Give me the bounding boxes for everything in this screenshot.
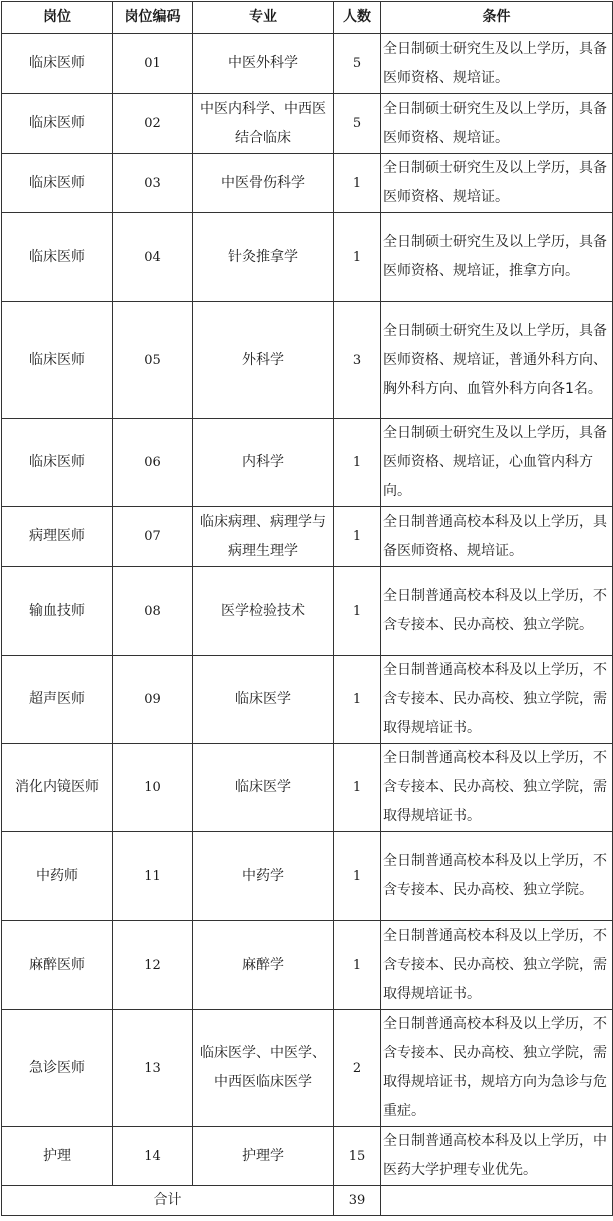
- table-header-row: [2, 2, 613, 34]
- cell-condition: 全日制硕士研究生及以上学历，具备医师资格、规培证，普通外科方向、胸外科方向、血管外科方向各1名。: [381, 302, 613, 419]
- cell-condition: 全日制普通高校本科及以上学历，不含专接本、民办高校、独立学院。: [381, 567, 613, 656]
- cell-code: 05: [113, 302, 193, 419]
- cell-position: 临床医师: [2, 302, 113, 419]
- header-position: 岗位: [2, 2, 113, 34]
- table-row: [2, 507, 613, 567]
- cell-condition: 全日制硕士研究生及以上学历，具备医师资格、规培证，推拿方向。: [381, 213, 613, 302]
- cell-count: 1: [334, 744, 381, 832]
- cell-count: 1: [334, 419, 381, 507]
- table-row: [2, 921, 613, 1010]
- cell-count: 3: [334, 302, 381, 419]
- table-row: [2, 154, 613, 213]
- cell-code: 09: [113, 656, 193, 744]
- cell-count: 5: [334, 34, 381, 94]
- cell-position: 临床医师: [2, 213, 113, 302]
- cell-code: 06: [113, 419, 193, 507]
- cell-count: 1: [334, 567, 381, 656]
- cell-position: 麻醉医师: [2, 921, 113, 1010]
- cell-condition: 全日制普通高校本科及以上学历，不含专接本、民办高校、独立学院。: [381, 832, 613, 921]
- total-row: [2, 1186, 613, 1216]
- cell-condition: 全日制硕士研究生及以上学历，具备医师资格、规培证。: [381, 154, 613, 213]
- cell-count: 2: [334, 1010, 381, 1127]
- cell-position: 临床医师: [2, 154, 113, 213]
- cell-major: 护理学: [193, 1127, 334, 1186]
- cell-count: 1: [334, 656, 381, 744]
- cell-position: 输血技师: [2, 567, 113, 656]
- cell-major: 临床医学: [193, 744, 334, 832]
- cell-condition: 全日制硕士研究生及以上学历，具备医师资格、规培证。: [381, 34, 613, 94]
- cell-major: 医学检验技术: [193, 567, 334, 656]
- total-condition: [381, 1186, 613, 1216]
- cell-count: 1: [334, 507, 381, 567]
- table-row: [2, 832, 613, 921]
- cell-code: 11: [113, 832, 193, 921]
- cell-position: 临床医师: [2, 94, 113, 154]
- cell-count: 1: [334, 213, 381, 302]
- header-condition: 条件: [381, 2, 613, 34]
- table-row: [2, 213, 613, 302]
- cell-major: 临床医学、中医学、中西医临床医学: [193, 1010, 334, 1127]
- cell-position: 消化内镜医师: [2, 744, 113, 832]
- table-row: [2, 302, 613, 419]
- cell-count: 1: [334, 832, 381, 921]
- table-body: [2, 34, 613, 1186]
- cell-major: 中医内科学、中西医结合临床: [193, 94, 334, 154]
- cell-code: 04: [113, 213, 193, 302]
- table-row: [2, 1010, 613, 1127]
- total-count: 39: [334, 1186, 381, 1216]
- table-row: [2, 1127, 613, 1186]
- cell-code: 08: [113, 567, 193, 656]
- cell-count: 1: [334, 921, 381, 1010]
- cell-code: 12: [113, 921, 193, 1010]
- cell-position: 急诊医师: [2, 1010, 113, 1127]
- cell-code: 10: [113, 744, 193, 832]
- cell-condition: 全日制硕士研究生及以上学历，具备医师资格、规培证，心血管内科方向。: [381, 419, 613, 507]
- cell-count: 5: [334, 94, 381, 154]
- header-code: 岗位编码: [113, 2, 193, 34]
- cell-position: 临床医师: [2, 419, 113, 507]
- cell-condition: 全日制普通高校本科及以上学历，中医药大学护理专业优先。: [381, 1127, 613, 1186]
- cell-count: 1: [334, 154, 381, 213]
- table-row: [2, 419, 613, 507]
- total-label: 合计: [2, 1186, 334, 1216]
- cell-major: 临床医学: [193, 656, 334, 744]
- cell-major: 内科学: [193, 419, 334, 507]
- cell-code: 13: [113, 1010, 193, 1127]
- cell-code: 01: [113, 34, 193, 94]
- cell-condition: 全日制普通高校本科及以上学历，不含专接本、民办高校、独立学院，需取得规培证书。: [381, 656, 613, 744]
- cell-count: 15: [334, 1127, 381, 1186]
- cell-position: 临床医师: [2, 34, 113, 94]
- cell-position: 超声医师: [2, 656, 113, 744]
- table-row: [2, 567, 613, 656]
- cell-major: 中药学: [193, 832, 334, 921]
- cell-condition: 全日制普通高校本科及以上学历，不含专接本、民办高校、独立学院，需取得规培证书。: [381, 744, 613, 832]
- cell-condition: 全日制普通高校本科及以上学历，不含专接本、民办高校、独立学院，需取得规培证书。: [381, 921, 613, 1010]
- cell-code: 03: [113, 154, 193, 213]
- table-row: [2, 34, 613, 94]
- cell-major: 针灸推拿学: [193, 213, 334, 302]
- cell-major: 麻醉学: [193, 921, 334, 1010]
- cell-code: 14: [113, 1127, 193, 1186]
- cell-condition: 全日制普通高校本科及以上学历，不含专接本、民办高校、独立学院，需取得规培证书，规培方向为急诊与危重症。: [381, 1010, 613, 1127]
- cell-code: 07: [113, 507, 193, 567]
- cell-major: 外科学: [193, 302, 334, 419]
- cell-position: 中药师: [2, 832, 113, 921]
- recruitment-table: [1, 1, 613, 1216]
- table-row: [2, 656, 613, 744]
- header-major: 专业: [193, 2, 334, 34]
- cell-major: 中医骨伤科学: [193, 154, 334, 213]
- table-row: [2, 94, 613, 154]
- cell-position: 病理医师: [2, 507, 113, 567]
- cell-condition: 全日制硕士研究生及以上学历，具备医师资格、规培证。: [381, 94, 613, 154]
- header-count: 人数: [334, 2, 381, 34]
- cell-code: 02: [113, 94, 193, 154]
- cell-position: 护理: [2, 1127, 113, 1186]
- cell-major: 临床病理、病理学与病理生理学: [193, 507, 334, 567]
- cell-condition: 全日制普通高校本科及以上学历，具备医师资格、规培证。: [381, 507, 613, 567]
- cell-major: 中医外科学: [193, 34, 334, 94]
- table-row: [2, 744, 613, 832]
